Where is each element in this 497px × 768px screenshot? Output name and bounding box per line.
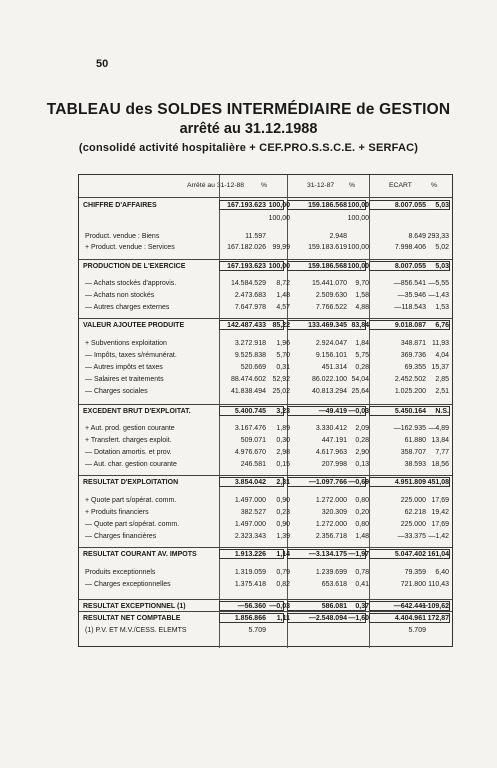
cell-p2: 0,28 <box>355 364 369 371</box>
cell-p1: 4,57 <box>276 304 290 311</box>
cell-p2: 9,70 <box>355 280 369 287</box>
cell-v3: 358.707 <box>400 449 426 456</box>
cell-v1: 2.473.683 <box>234 292 266 299</box>
row-label: EXCEDENT BRUT D'EXPLOITAT. <box>83 408 191 415</box>
cell-v1: 7.647.978 <box>234 304 266 311</box>
cell-v1: 2.323.343 <box>234 533 266 540</box>
cell-p1: 1,48 <box>276 292 290 299</box>
cell-p3: 4,04 <box>435 352 449 359</box>
cell-v2: 2.356.718 <box>315 533 347 540</box>
cell-p2: —0,69 <box>348 479 369 486</box>
balance-table <box>78 174 453 647</box>
cell-p3: 11,93 <box>432 340 449 347</box>
cell-p3: 7,77 <box>435 449 449 456</box>
cell-p3: 1,53 <box>435 304 449 311</box>
row-label: — Autres charges externes <box>85 304 170 311</box>
cell-v2: 2.948 <box>329 233 347 240</box>
cell-p3: 17,69 <box>431 497 449 504</box>
row-label: — Charges exceptionnelles <box>85 581 171 588</box>
cell-v1: 3.167.476 <box>234 425 266 432</box>
cell-v2: 2.924.047 <box>315 340 347 347</box>
header-prev: 31-12-87 <box>307 182 335 189</box>
title-line-2: arrêté au 31.12.1988 <box>179 121 318 137</box>
row-label: — Impôts, taxes s/rémunérat. <box>85 352 177 359</box>
cell-p1: 2,98 <box>276 449 290 456</box>
cell-v1: 88.474.602 <box>230 376 266 383</box>
cell-p2: —0,03 <box>348 408 369 415</box>
cell-v1: 11.597 <box>245 233 266 240</box>
cell-p2: 0,13 <box>355 461 369 468</box>
cell-p1: 5,70 <box>276 352 290 359</box>
cell-v2: 86.022.100 <box>311 376 347 383</box>
cell-v3: —642.441 <box>393 603 426 610</box>
cell-v3: 62.218 <box>404 509 426 516</box>
row-label: — Achats non stockés <box>85 292 155 299</box>
cell-v3: 9.018.087 <box>394 322 426 329</box>
row-label: CHIFFRE D'AFFAIRES <box>83 202 157 209</box>
row-separator <box>79 547 452 548</box>
cell-v3: 5.047.402 <box>394 551 426 558</box>
cell-v2: 7.766.522 <box>315 304 347 311</box>
cell-v3: —33.375 <box>397 533 426 540</box>
title-line-1: TABLEAU des SOLDES INTERMÉDIAIRE de GESTION <box>46 101 451 118</box>
cell-v3: —856.541 <box>393 280 426 287</box>
cell-v2: 586.081 <box>321 603 347 610</box>
row-separator <box>79 611 452 612</box>
cell-v2: 653.618 <box>321 581 347 588</box>
cell-v1: 3.272.918 <box>234 340 266 347</box>
header-pct-b: % <box>349 182 356 189</box>
row-label: + Product. vendue : Services <box>85 244 175 251</box>
cell-p2: 0,20 <box>355 509 369 516</box>
cell-p1: 1,11 <box>276 615 290 622</box>
cell-p2: 100,00 <box>347 202 369 209</box>
cell-v1: 5.709 <box>248 627 266 634</box>
cell-v2: 15.441.070 <box>311 280 347 287</box>
cell-p3: 2,51 <box>435 388 449 395</box>
cell-p2: 25,64 <box>351 388 369 395</box>
row-label: — Charges sociales <box>85 388 148 395</box>
cell-v3: 5.450.164 <box>394 408 426 415</box>
cell-p3: —4,89 <box>428 425 449 432</box>
header-pct-c: % <box>431 182 438 189</box>
cell-p1: 100,00 <box>268 215 290 222</box>
cell-v2: 133.469.345 <box>308 322 347 329</box>
cell-v3: 225.000 <box>400 497 426 504</box>
cell-p1: 1,89 <box>276 425 290 432</box>
cell-p2: 0,37 <box>355 603 369 610</box>
cell-v1: 4.976.670 <box>234 449 266 456</box>
cell-p1: 0,79 <box>276 569 290 576</box>
cell-v3: —162.935 <box>393 425 426 432</box>
row-label: + Produits financiers <box>85 509 149 516</box>
cell-p2: 0,28 <box>355 437 369 444</box>
cell-v1: 167.182.026 <box>227 244 266 251</box>
cell-p1: 0,82 <box>276 581 290 588</box>
cell-p2: —1,60 <box>348 615 369 622</box>
cell-v2: 159.186.568 <box>308 263 347 270</box>
cell-p1: 8,72 <box>276 280 290 287</box>
cell-p3: 17,69 <box>431 521 449 528</box>
row-label: — Autres impôts et taxes <box>85 364 163 371</box>
row-label: + Subventions exploitation <box>85 340 167 347</box>
cell-p1: 0,23 <box>276 509 290 516</box>
cell-p3: —1,42 <box>428 533 449 540</box>
cell-v1: 167.193.623 <box>227 263 266 270</box>
cell-p3: 5,03 <box>435 263 449 270</box>
cell-p3: 451,08 <box>427 479 449 486</box>
row-label: — Dotation amortis. et prov. <box>85 449 172 456</box>
cell-p2: 1,84 <box>355 340 369 347</box>
cell-p3: 6,76 <box>435 322 449 329</box>
cell-v2: —49.419 <box>318 408 347 415</box>
cell-v3: 721.800 <box>400 581 426 588</box>
cell-p2: 100,00 <box>347 215 369 222</box>
cell-p3: —109,62 <box>420 603 449 610</box>
cell-v3: 225.000 <box>400 521 426 528</box>
cell-v2: 2.509.630 <box>315 292 347 299</box>
cell-v1: 3.854.042 <box>234 479 266 486</box>
cell-v2: 207.998 <box>321 461 347 468</box>
cell-p1: 2,31 <box>276 479 290 486</box>
row-label: VALEUR AJOUTEE PRODUITE <box>83 322 185 329</box>
cell-p1: 99,99 <box>272 244 290 251</box>
cell-v1: 14.584.529 <box>230 280 266 287</box>
cell-p2: 1,48 <box>355 533 369 540</box>
cell-p2: 4,88 <box>355 304 369 311</box>
title-line-3: (consolidé activité hospitalière + CEF.PRO.S.S.C.E. + SERFAC) <box>78 142 419 154</box>
row-label: RESULTAT COURANT AV. IMPOTS <box>83 551 197 558</box>
cell-p2: —1,97 <box>348 551 369 558</box>
row-label: (1) P.V. ET M.V./CESS. ELEMTS <box>85 627 187 634</box>
cell-p3: 18,56 <box>431 461 449 468</box>
cell-v1: 520.669 <box>240 364 266 371</box>
cell-v1: 246.581 <box>240 461 266 468</box>
cell-v3: 8.007.055 <box>394 202 426 209</box>
cell-p1: 0,15 <box>276 461 290 468</box>
row-label: PRODUCTION DE L'EXERCICE <box>83 263 186 270</box>
row-label: — Achats stockés d'approvis. <box>85 280 177 287</box>
row-label: RESULTAT D'EXPLOITATION <box>83 479 179 486</box>
cell-p1: 0,90 <box>276 497 290 504</box>
cell-v1: 509.071 <box>240 437 266 444</box>
row-label: — Charges financières <box>85 533 157 540</box>
cell-p3: 2,85 <box>435 376 449 383</box>
cell-p1: 52,92 <box>272 376 290 383</box>
row-label: — Salaires et traitements <box>85 376 164 383</box>
cell-p1: 1,39 <box>276 533 290 540</box>
cell-p1: 1,14 <box>276 551 290 558</box>
cell-v2: 320.309 <box>321 509 347 516</box>
cell-v3: —118.543 <box>394 304 426 311</box>
row-label: + Aut. prod. gestion courante <box>85 425 175 432</box>
row-separator <box>79 404 452 405</box>
cell-p3: 110,43 <box>428 581 449 588</box>
cell-v3: 61.880 <box>404 437 426 444</box>
cell-v2: 159.183.619 <box>308 244 347 251</box>
cell-p3: 15,37 <box>431 364 449 371</box>
cell-v3: 4.951.809 <box>394 479 426 486</box>
header-ecart: ECART <box>389 182 412 189</box>
cell-v1: 5.400.745 <box>234 408 266 415</box>
cell-p1: 100,00 <box>268 263 290 270</box>
cell-v2: 40.813.294 <box>311 388 347 395</box>
row-separator <box>79 475 452 476</box>
row-label: Produits exceptionnels <box>85 569 156 576</box>
cell-p1: 25,02 <box>272 388 290 395</box>
cell-v2: 3.330.412 <box>315 425 347 432</box>
cell-v1: 41.838.494 <box>230 388 266 395</box>
cell-p3: 161,04 <box>427 551 449 558</box>
cell-p2: 0,78 <box>355 569 369 576</box>
row-label: + Quote part s/opérat. comm. <box>85 497 177 504</box>
cell-v3: 348.871 <box>400 340 426 347</box>
cell-p3: 5,03 <box>435 202 449 209</box>
cell-p2: 0,41 <box>355 581 369 588</box>
cell-v2: 447.191 <box>321 437 347 444</box>
cell-p3: —5,55 <box>428 280 449 287</box>
cell-v1: 142.487.433 <box>227 322 266 329</box>
cell-p1: 85,22 <box>272 322 290 329</box>
cell-p2: 54,04 <box>351 376 369 383</box>
cell-v3: 79.359 <box>404 569 426 576</box>
row-label: + Transfert. charges exploit. <box>85 437 172 444</box>
cell-p3: —1,43 <box>428 292 449 299</box>
cell-v1: 9.525.838 <box>234 352 266 359</box>
cell-p1: 100,00 <box>268 202 290 209</box>
cell-p2: 1,58 <box>355 292 369 299</box>
cell-p2: 83,84 <box>351 322 369 329</box>
cell-p2: 0,80 <box>355 521 369 528</box>
cell-v2: 1.272.000 <box>315 497 347 504</box>
cell-v1: 1.856.866 <box>234 615 266 622</box>
cell-v2: 1.272.000 <box>315 521 347 528</box>
cell-v3: 7.998.406 <box>394 244 426 251</box>
cell-p1: 0,30 <box>276 437 290 444</box>
cell-p1: 1,96 <box>276 340 290 347</box>
cell-p3: N.S. <box>435 408 449 415</box>
row-label: RESULTAT EXCEPTIONNEL (1) <box>83 603 186 610</box>
row-separator <box>79 599 452 600</box>
cell-v3: 38.593 <box>404 461 426 468</box>
row-separator <box>79 318 452 319</box>
cell-p2: 0,80 <box>355 497 369 504</box>
cell-v3: 2.452.502 <box>394 376 426 383</box>
cell-v1: 1.319.059 <box>234 569 266 576</box>
header-date: Arrêté au 31-12-88 <box>187 182 245 189</box>
cell-p3: 172,87 <box>427 615 449 622</box>
cell-p3: 13,84 <box>431 437 449 444</box>
cell-v3: 8.649 <box>408 233 426 240</box>
cell-p3: 293,33 <box>427 233 449 240</box>
cell-v1: 1.913.226 <box>234 551 266 558</box>
cell-v1: 1.375.418 <box>234 581 266 588</box>
cell-v2: —2.548.094 <box>308 615 347 622</box>
cell-v2: —1.097.766 <box>308 479 347 486</box>
cell-v2: —3.134.175 <box>308 551 347 558</box>
cell-v3: 8.007.055 <box>394 263 426 270</box>
cell-v1: —56.360 <box>237 603 266 610</box>
cell-v1: 382.527 <box>240 509 266 516</box>
cell-p2: 2,90 <box>355 449 369 456</box>
cell-v2: 4.617.963 <box>315 449 347 456</box>
cell-v3: 1.025.200 <box>394 388 426 395</box>
row-separator <box>79 259 452 260</box>
cell-v3: —35.946 <box>397 292 426 299</box>
cell-v2: 1.239.699 <box>315 569 347 576</box>
row-label: RESULTAT NET COMPTABLE <box>83 615 181 622</box>
cell-p3: 6,40 <box>435 569 449 576</box>
cell-v1: 167.193.623 <box>227 202 266 209</box>
cell-v2: 451.314 <box>321 364 347 371</box>
cell-p2: 2,09 <box>355 425 369 432</box>
cell-v1: 1.497.000 <box>234 497 266 504</box>
cell-p3: 5,02 <box>435 244 449 251</box>
cell-v3: 4.404.961 <box>394 615 426 622</box>
page-number: 50 <box>96 58 109 70</box>
cell-p2: 100,00 <box>347 244 369 251</box>
row-label: — Quote part s/opérat. comm. <box>85 521 180 528</box>
cell-v2: 159.186.568 <box>308 202 347 209</box>
cell-p1: —0,03 <box>269 603 290 610</box>
cell-p3: 19,42 <box>431 509 449 516</box>
cell-v3: 69.355 <box>404 364 426 371</box>
cell-v3: 5.709 <box>408 627 426 634</box>
cell-v1: 1.497.000 <box>234 521 266 528</box>
cell-p1: 3,23 <box>276 408 290 415</box>
cell-p2: 5,75 <box>355 352 369 359</box>
cell-v2: 9.156.101 <box>315 352 347 359</box>
cell-p1: 0,31 <box>276 364 290 371</box>
cell-v3: 369.736 <box>400 352 426 359</box>
header-pct-a: % <box>261 182 268 189</box>
cell-p1: 0,90 <box>276 521 290 528</box>
row-label: Product. vendue : Biens <box>85 233 160 240</box>
row-label: — Aut. char. gestion courante <box>85 461 177 468</box>
cell-p2: 100,00 <box>347 263 369 270</box>
